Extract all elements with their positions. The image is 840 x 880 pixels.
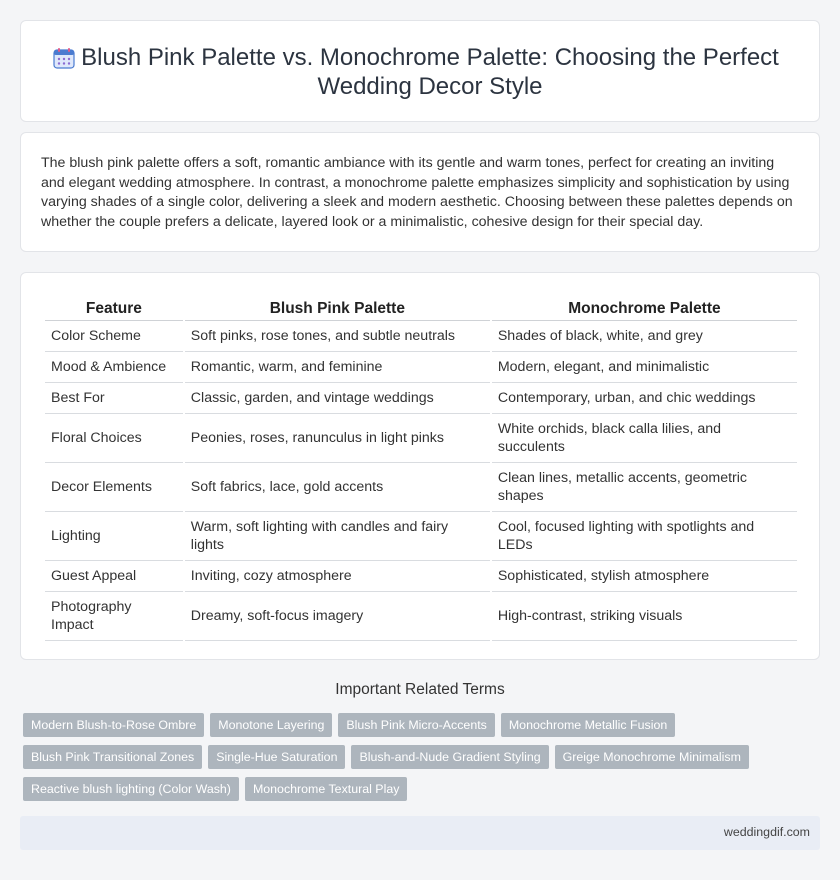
related-term-tag[interactable]: Blush Pink Transitional Zones bbox=[23, 745, 202, 769]
table-cell: Guest Appeal bbox=[45, 561, 183, 592]
table-row bbox=[45, 592, 797, 641]
related-term-tag[interactable]: Monotone Layering bbox=[210, 713, 332, 737]
table-row bbox=[45, 383, 797, 414]
table-cell: Dreamy, soft-focus imagery bbox=[185, 592, 490, 641]
related-terms-title: Important Related Terms bbox=[335, 681, 505, 698]
table-cell: Contemporary, urban, and chic weddings bbox=[492, 383, 797, 414]
related-term-tag[interactable]: Blush-and-Nude Gradient Styling bbox=[351, 745, 548, 769]
table-cell: Warm, soft lighting with candles and fairy lights bbox=[185, 512, 490, 561]
table-cell: Soft fabrics, lace, gold accents bbox=[185, 463, 490, 512]
table-cell: Modern, elegant, and minimalistic bbox=[492, 352, 797, 383]
table-row bbox=[45, 512, 797, 561]
intro-paragraph: The blush pink palette offers a soft, romantic ambiance with its gentle and warm tones, perfect for creating an inviting and elegant wedding atmosphere. In contrast, a monochrome palette emphasizes simplicity and sophistication by using varying shades of a single color, delivering a sleek and modern aesthetic. Choosing between these palettes depends on whether the couple prefers a delicate, layered look or a minimalistic, cohesive design for their special day. bbox=[41, 155, 793, 230]
related-term-tag[interactable]: Modern Blush-to-Rose Ombre bbox=[23, 713, 204, 737]
table-cell: Mood & Ambience bbox=[45, 352, 183, 383]
table-row bbox=[45, 463, 797, 512]
page-title: Blush Pink Palette vs. Monochrome Palette: Choosing the Perfect Wedding Decor Style bbox=[81, 44, 779, 100]
header-feature: Feature bbox=[45, 297, 183, 321]
table-cell: Soft pinks, rose tones, and subtle neutrals bbox=[185, 321, 490, 352]
related-term-tag[interactable]: Blush Pink Micro-Accents bbox=[338, 713, 494, 737]
table-cell: Floral Choices bbox=[45, 414, 183, 463]
table-cell: Peonies, roses, ranunculus in light pinks bbox=[185, 414, 490, 463]
related-term-tag[interactable]: Single-Hue Saturation bbox=[208, 745, 345, 769]
related-term-tag[interactable]: Greige Monochrome Minimalism bbox=[555, 745, 749, 769]
header-blush-pink: Blush Pink Palette bbox=[185, 297, 490, 321]
related-term-tag[interactable]: Monochrome Metallic Fusion bbox=[501, 713, 675, 737]
related-terms-list bbox=[23, 713, 803, 801]
table-cell: White orchids, black calla lilies, and succulents bbox=[492, 414, 797, 463]
table-cell: Best For bbox=[45, 383, 183, 414]
table-cell: Classic, garden, and vintage weddings bbox=[185, 383, 490, 414]
related-term-tag[interactable]: Reactive blush lighting (Color Wash) bbox=[23, 777, 239, 801]
table-cell: High-contrast, striking visuals bbox=[492, 592, 797, 641]
table-cell: Lighting bbox=[45, 512, 183, 561]
table-row bbox=[45, 414, 797, 463]
table-row bbox=[45, 352, 797, 383]
table-cell: Shades of black, white, and grey bbox=[492, 321, 797, 352]
comparison-card bbox=[20, 272, 820, 660]
table-cell: Inviting, cozy atmosphere bbox=[185, 561, 490, 592]
table-cell: Clean lines, metallic accents, geometric shapes bbox=[492, 463, 797, 512]
intro-card bbox=[20, 132, 820, 252]
table-cell: Cool, focused lighting with spotlights and LEDs bbox=[492, 512, 797, 561]
table-header-row bbox=[45, 297, 797, 321]
header-card bbox=[20, 20, 820, 122]
table-row bbox=[45, 321, 797, 352]
comparison-table bbox=[43, 297, 799, 641]
table-cell: Romantic, warm, and feminine bbox=[185, 352, 490, 383]
table-cell: Decor Elements bbox=[45, 463, 183, 512]
footer-site-link[interactable]: weddingdif.com bbox=[723, 825, 810, 839]
table-row bbox=[45, 561, 797, 592]
footer bbox=[20, 816, 820, 850]
table-cell: Color Scheme bbox=[45, 321, 183, 352]
related-term-tag[interactable]: Monochrome Textural Play bbox=[245, 777, 407, 801]
header-monochrome: Monochrome Palette bbox=[492, 297, 797, 321]
table-cell: Sophisticated, stylish atmosphere bbox=[492, 561, 797, 592]
table-cell: Photography Impact bbox=[45, 592, 183, 641]
